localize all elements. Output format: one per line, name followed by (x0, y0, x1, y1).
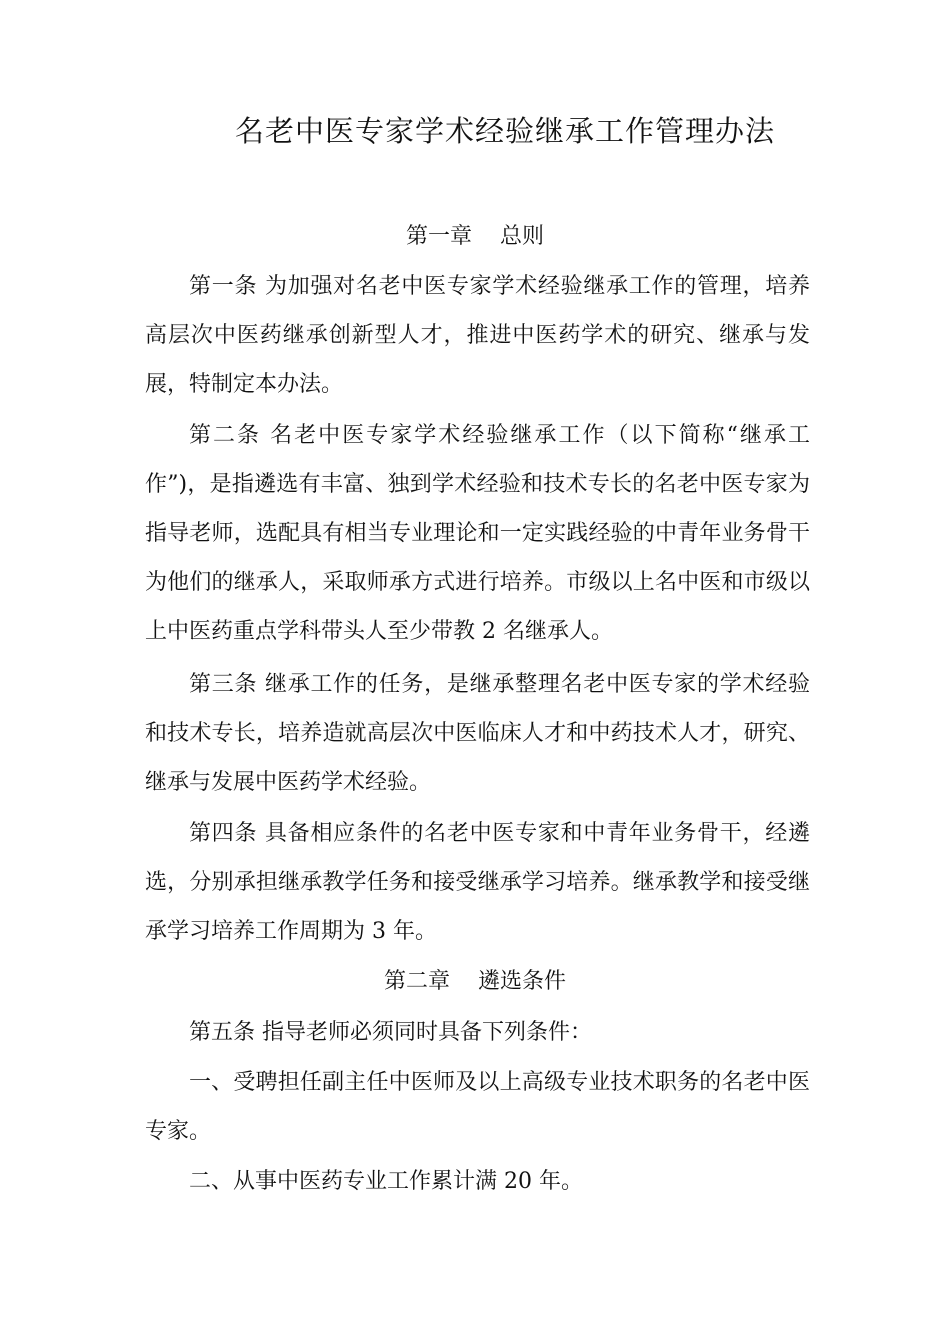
article-2: 第二条 名老中医专家学术经验继承工作（以下简称“继承工作”)，是指遴选有丰富、独到学术经验和技术专长的名老中医专家为指导老师，选配具有相当专业理论和一定实践经验的中青年业务骨干为他们的继承人，采取师承方式进行培养。市级以上名中医和市级以上中医药重点学科带头人至少带教 2 名继承人。 (145, 423, 810, 644)
article-5-item-1: 一、受聘担任副主任中医师及以上高级专业技术职务的名老中医专家。 (145, 1070, 810, 1144)
chapter-1-heading: 第一章 总则 (406, 224, 544, 249)
document-title: 名老中医专家学术经验继承工作管理办法 (234, 114, 775, 148)
chapter-2-heading: 第二章 遴选条件 (384, 969, 566, 994)
article-5-item-2: 二、从事中医药专业工作累计满 20 年。 (189, 1169, 583, 1194)
article-1: 第一条 为加强对名老中医专家学术经验继承工作的管理，培养高层次中医药继承创新型人才，推进中医药学术的研究、继承与发展，特制定本办法。 (145, 274, 810, 397)
article-4: 第四条 具备相应条件的名老中医专家和中青年业务骨干，经遴选，分别承担继承教学任务和接受继承学习培养。继承教学和接受继承学习培养工作周期为 3 年。 (145, 821, 810, 944)
article-5: 第五条 指导老师必须同时具备下列条件： (189, 1020, 592, 1045)
article-3: 第三条 继承工作的任务，是继承整理名老中医专家的学术经验和技术专长，培养造就高层次中医临床人才和中药技术人才，研究、继承与发展中医药学术经验。 (145, 672, 810, 795)
